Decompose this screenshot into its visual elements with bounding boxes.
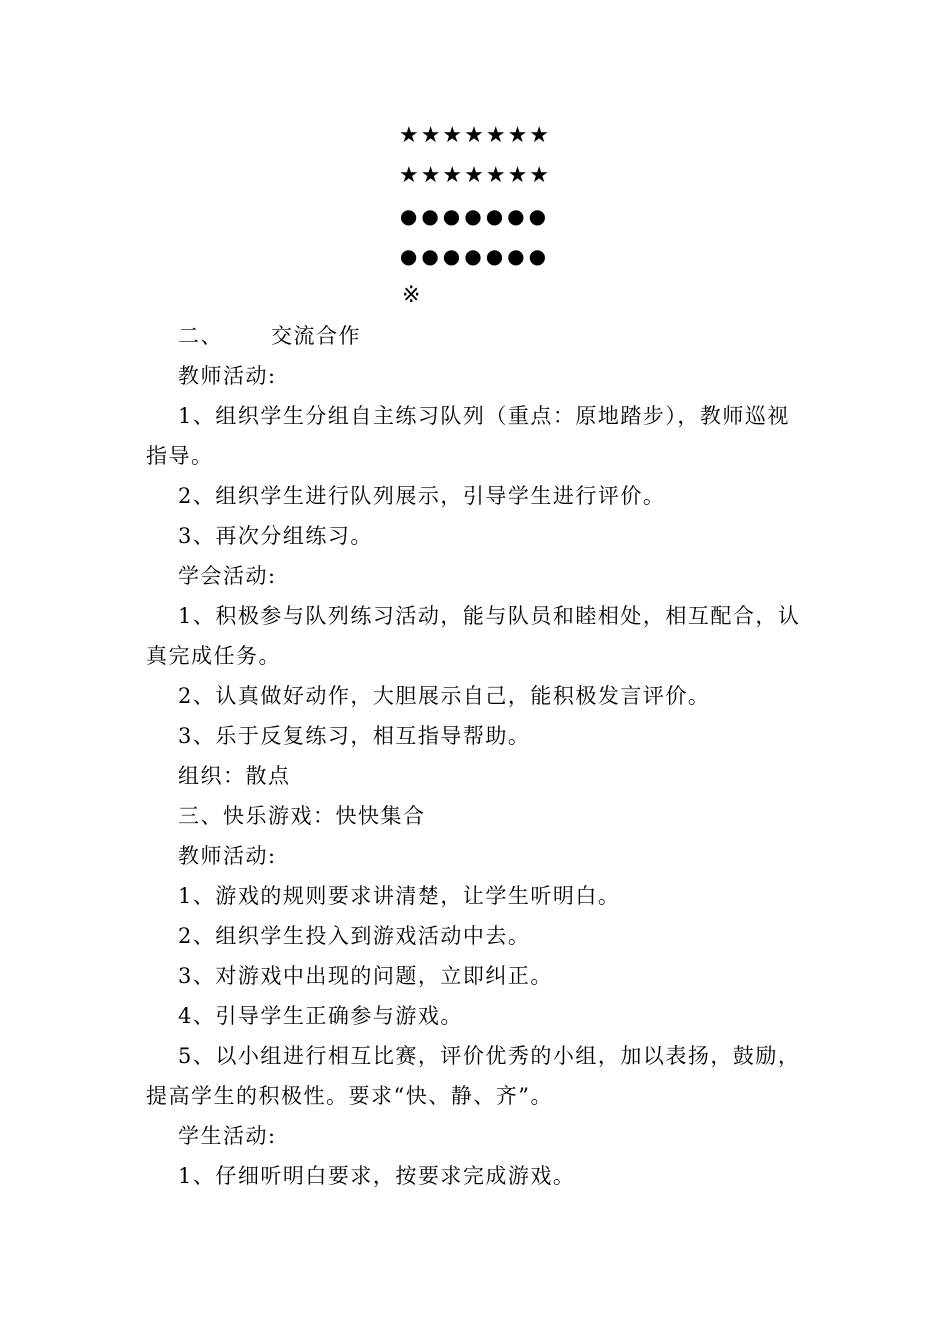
section-3-heading: 三、快乐游戏：快快集合 (178, 804, 426, 828)
section-2-heading (146, 316, 806, 356)
formation-row-stars-2: ★★★★★★★ (398, 163, 552, 188)
section-3-teacher-item-4: 4、引导学生正确参与游戏。 (178, 1004, 463, 1028)
section-2-teacher-item-3: 3、再次分组练习。 (178, 524, 373, 548)
section-3-teacher-item-5: 5、以小组进行相互比赛，评价优秀的小组，加以表扬，鼓励， (178, 1044, 801, 1068)
section-3-student-item-1: 1、仔细听明白要求，按要求完成游戏。 (178, 1164, 576, 1188)
section-3-teacher-label: 教师活动: (178, 844, 277, 868)
section-3-teacher-item-2: 2、组织学生投入到游戏活动中去。 (178, 924, 531, 948)
formation-row-dots-2: ●●●●●●● (399, 244, 551, 268)
section-2-organization: 组织：散点 (178, 764, 291, 788)
section-3-student-label: 学生活动: (178, 1124, 277, 1148)
section-2-teacher-item-2: 2、组织学生进行队列展示，引导学生进行评价。 (178, 484, 666, 508)
section-3-teacher-item-1: 1、游戏的规则要求讲清楚，让学生听明白。 (178, 884, 621, 908)
section-2-student-item-3: 3、乐于反复练习，相互指导帮助。 (178, 724, 531, 748)
section-2-teacher-label: 教师活动: (178, 364, 277, 388)
section-3-teacher-item-5-cont: 提高学生的积极性。要求“快、静、齐”。 (146, 1084, 553, 1108)
formation-row-stars-1: ★★★★★★★ (398, 123, 552, 148)
section-2-title: 交流合作 (271, 324, 361, 348)
section-2-teacher-item-1-cont: 指导。 (146, 444, 214, 468)
section-2-student-label: 学会活动: (178, 564, 277, 588)
section-2-student-item-1: 1、积极参与队列练习活动，能与队员和睦相处，相互配合，认 (178, 604, 801, 628)
section-2-teacher-item-1: 1、组织学生分组自主练习队列（重点：原地踏步），教师巡视 (178, 404, 790, 428)
formation-row-dots-1: ●●●●●●● (399, 204, 551, 228)
section-3-teacher-item-3: 3、对游戏中出现的问题，立即纠正。 (178, 964, 553, 988)
section-2-student-item-1-cont: 真完成任务。 (146, 644, 281, 668)
section-2-student-item-2: 2、认真做好动作，大胆展示自己，能积极发言评价。 (178, 684, 711, 708)
document-body (146, 316, 806, 1196)
teacher-position-mark: ※ (402, 283, 421, 308)
section-2-number: 二、 (178, 324, 223, 348)
formation-diagram (0, 116, 950, 276)
